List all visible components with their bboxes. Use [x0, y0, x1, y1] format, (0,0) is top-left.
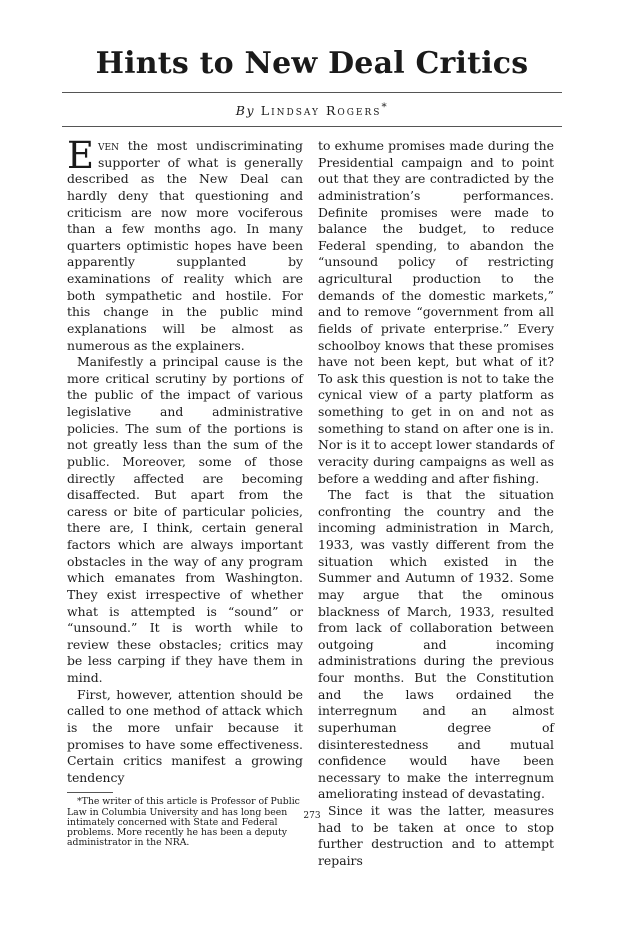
- byline: [0, 101, 624, 118]
- title-rule: [62, 92, 562, 93]
- byline-prefix: By: [235, 103, 256, 119]
- opening-smallcaps: ven: [98, 138, 119, 153]
- paragraph: Since it was the latter, measures had to be taken at once to stop further destruction and to attempt repairs: [318, 803, 554, 868]
- paragraph-text: the most undiscriminating supporter of what is generally described as the New Deal can hardly deny that questioning and criticism are now more vociferous than a few months ago. In many quarters optimistic hopes have been apparently supplanted by examinations of reality which are both sympathetic and hostile. For this change in the public mind explanations will be almost as numerous as the explainers.: [67, 138, 303, 353]
- byline-author: Lindsay Rogers: [260, 103, 382, 119]
- paragraph: The fact is that the situation confronting the country and the incoming administration in March, 1933, was vastly different from the situation which existed in the Summer and Autumn of 1932. Some may argue that the ominous blackness of March, 1933, resulted from lack of collaboration between outgoing and incoming administrations during the previous four months. But the Constitution and the laws ordained the interregnum and an almost superhuman degree of disinterestedness and mutual confidence would have been necessary to make the interregnum ameliorating instead of devastating.: [318, 487, 554, 802]
- left-column: [67, 134, 303, 849]
- paragraph: to exhume promises made during the Presidential campaign and to point out that they are contradicted by the administration’s performances. Definite promises were made to balance the budget, to reduce Federal spending, to abandon the “unsound policy of restricting agricultural production to the demands of the domestic markets,” and to remove “government from all fields of private enterprise.” Every schoolboy knows that these promises have not been kept, but what of it? To ask this question is not to take the cynical view of a party platform as something to get in on and not as something to stand on after one is in. Nor is it to accept lower standards of veracity during campaigns as well as before a wedding and after fishing.: [318, 138, 554, 486]
- paragraph: Manifestly a principal cause is the more critical scrutiny by portions of the public of the impact of various legislative and administrative policies. The sum of the portions is not greatly less than the sum of the public. Moreover, some of those directly affected are becoming disaffected. But apart from the caress or bite of particular policies, there are, I think, certain general factors which are always important obstacles in the way of any program which emanates from Washington. They exist irrespective of whether what is attempted is “sound” or “unsound.” It is worth while to review these obstacles; critics may be less carping if they have them in mind.: [67, 354, 303, 685]
- footnote-rule: [67, 792, 113, 793]
- page-number: 273: [303, 811, 321, 821]
- drop-cap: E: [67, 134, 95, 177]
- footnote: *The writer of this article is Professor of Public Law in Columbia University and has long been intimately concerned with State and Federal problems. More recently he has been a deputy administrator in the NRA.: [67, 796, 300, 849]
- paragraph: First, however, attention should be called to one method of attack which is the more unfair because it promises to have some effectiveness. Certain critics manifest a growing tendency: [67, 686, 303, 785]
- right-column: [318, 138, 554, 870]
- footnote-marker: *: [381, 101, 389, 113]
- article-title: Hints to New Deal Critics: [95, 46, 529, 81]
- paragraph: [67, 134, 303, 354]
- byline-rule: [62, 126, 562, 127]
